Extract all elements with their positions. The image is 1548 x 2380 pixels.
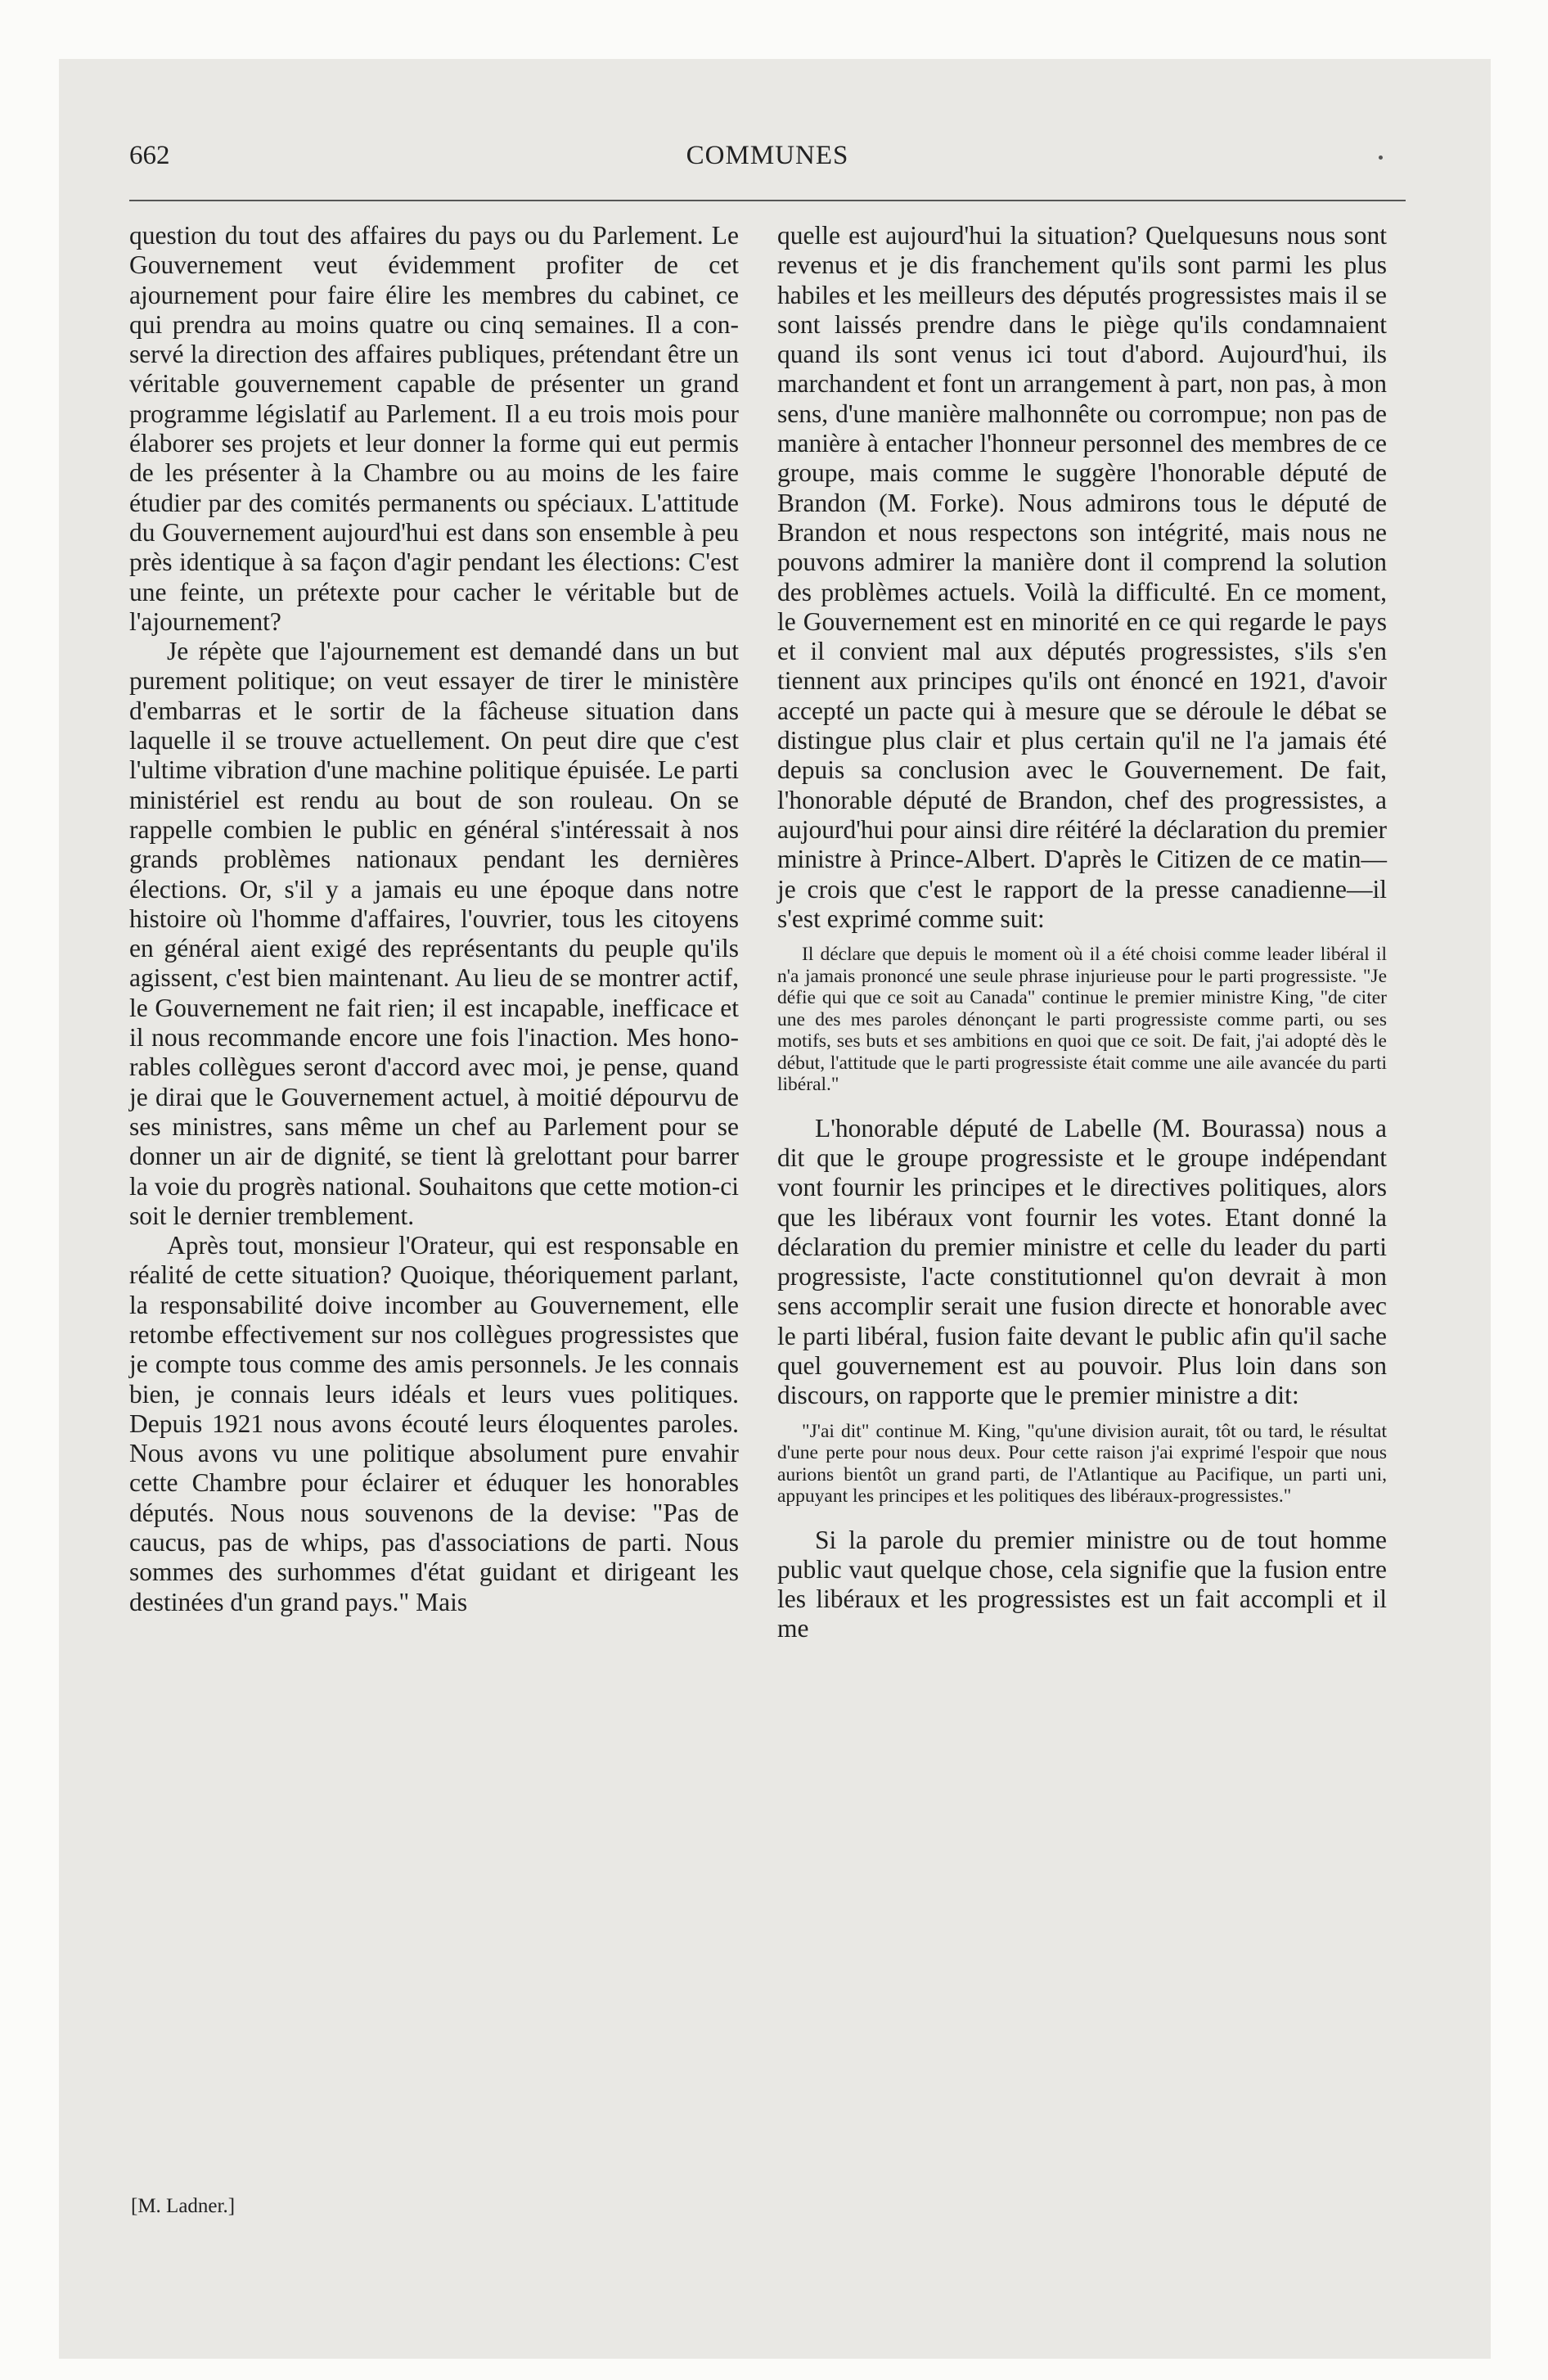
- quote-text-2: "J'ai dit" continue M. King, "qu'une division aurait, tôt ou tard, le résultat d'une perte pour nous deux. Pour cette raison j'ai exprimé l'espoir que nous aurions bientôt un grand parti, de l'Atlantique au Pacifique, un parti uni, appuyant les principes et les politiques des libéraux-progressistes.": [777, 1420, 1387, 1508]
- left-column: [129, 221, 739, 1617]
- speaker-tag: [M. Ladner.]: [131, 2195, 236, 2217]
- header-rule: [129, 200, 1406, 201]
- page-number: 662: [129, 141, 170, 170]
- running-head: COMMUNES: [686, 141, 849, 170]
- right-column: [777, 221, 1387, 1644]
- right-paragraph-1: quelle est aujourd'hui la situation? Quelquesuns nous sont revenus et je dis franchement qu'ils sont parmi les plus habiles et les meilleurs des députés progressistes mais il se sont laissés prendre dans le piège qu'ils condamnaient quand ils sont venus ici tout d'abord. Aujourd'hui, ils marchandent et font un arrangement à part, non pas, à mon sens, d'une manière malhonnête ou corrompue; non pas de manière à entacher l'honneur personnel des membres de ce groupe, mais comme le suggère l'honorable député de Brandon (M. Forke). Nous admirons tous le député de Brandon et nous respectons son intégrité, mais nous ne pouvons admirer la manière dont il comprend la solution des problèmes actuels. Voilà la difficulté. En ce moment, le Gouvernement est en minorité en ce qui regarde le pays et il convient mal aux députés progressistes, s'ils s'en tiennent aux principes qu'ils ont énoncé en 1921, d'avoir accepté un pacte qui à mesure que se déroule le débat se distingue plus clair et plus certain qu'il ne l'a jamais été depuis sa conclusion avec le Gouvernement. De fait, l'honorable député de Brandon, chef des progressistes, a aujourd'hui pour ainsi dire réitéré la déclaration du premier ministre à Prince-Albert. D'après le Citizen de ce matin—je crois que c'est le rapport de la presse canadienne—il s'est exprimé comme suit:: [777, 221, 1387, 933]
- left-paragraph-1: question du tout des affaires du pays ou du Parlement. Le Gouvernement veut évidemment profiter de cet ajournement pour faire élire les membres du cabinet, ce qui prendra au moins quatre ou cinq semaines. Il a conservé la direction des affaires publiques, prétendant être un véritable gouvernement capable de présenter un grand programme législatif au Parlement. Il a eu trois mois pour élaborer ses projets et leur donner la forme qui eut permis de les présenter à la Chambre ou au moins de les faire étudier par des comités permanents ou spéciaux. L'attitude du Gouvernement aujourd'hui est dans son ensemble à peu près identique à sa façon d'agir pendant les élections: C'est une feinte, un prétexte pour cacher le véritable but de l'ajournement?: [129, 221, 739, 636]
- ink-dot: [1379, 156, 1383, 160]
- block-quote-1: [777, 944, 1387, 1096]
- left-paragraph-2: Je répète que l'ajournement est demandé dans un but purement politique; on veut essayer de tirer le ministère d'embarras et le sortir de la fâcheuse situation dans laquelle il se trouve actuellement. On peut dire que c'est l'ultime vibration d'une machine politique épuisée. Le parti ministériel est rendu au bout de son rouleau. On se rappelle combien le public en général s'intéressait à nos grands problèmes nationaux pendant les dernières élections. Or, s'il y a jamais eu une époque dans notre histoire où l'homme d'affaires, l'ouvrier, tous les citoyens en général aient exigé des représentants du peuple qu'ils agissent, c'est bien maintenant. Au lieu de se montrer actif, le Gouvernement ne fait rien; il est incapable, inefficace et il nous recommande encore une fois l'inaction. Mes honorables collègues seront d'accord avec moi, je pense, quand je dirai que le Gouvernement actuel, à moitié dépourvu de ses ministres, sans même un chef au Parlement pour se donner un air de dignité, se tient là grelottant pour barrer la voie du progrès national. Souhaitons que cette motion-ci soit le dernier tremblement.: [129, 637, 739, 1230]
- right-paragraph-3: Si la parole du premier ministre ou de tout homme public vaut quelque chose, cela signifie que la fusion entre les libéraux et les progressistes est un fait accompli et il me: [777, 1525, 1387, 1643]
- left-paragraph-3: Après tout, monsieur l'Orateur, qui est responsable en réalité de cette situation? Quoique, théoriquement parlant, la responsabilité doive incomber au Gouvernement, elle retombe effectivement sur nos collègues progressistes que je compte tous comme des amis personnels. Je les connais bien, je connais leurs idéals et leurs vues politiques. Depuis 1921 nous avons écouté leurs éloquentes paroles. Nous avons vu une politique absolument pure envahir cette Chambre pour éclairer et éduquer les honorables députés. Nous nous souvenons de la devise: "Pas de caucus, pas de whips, pas d'associations de parti. Nous sommes des surhommes d'état guidant et dirigeant les destinées d'un grand pays." Mais: [129, 1231, 739, 1616]
- quote-text-1: Il déclare que depuis le moment où il a été choisi comme leader libéral il n'a jamais prononcé une seule phrase injurieuse pour le parti progressiste. "Je défie qui que ce soit au Canada" continue le premier ministre King, "de citer une des mes paroles dénonçant le parti progressiste comme parti, ou ses motifs, ses buts et ses ambitions en quoi que ce soit. De fait, j'ai adopté dès le début, l'attitude que le parti progressiste était comme une aile avancée du parti libéral.": [777, 944, 1387, 1096]
- block-quote-2: [777, 1421, 1387, 1508]
- page-header: [129, 141, 1406, 182]
- right-paragraph-2: L'honorable député de Labelle (M. Bourassa) nous a dit que le groupe progressiste et le groupe indépendant vont fournir les principes et le directives politiques, alors que les libéraux vont fournir les votes. Etant donné la déclaration du premier ministre et celle du leader du parti progressiste, l'acte constitutionnel qu'on devrait à mon sens accomplir serait une fusion directe et honorable avec le parti libéral, fusion faite devant le public afin qu'il sache quel gouvernement est au pouvoir. Plus loin dans son discours, on rapporte que le premier ministre a dit:: [777, 1113, 1387, 1410]
